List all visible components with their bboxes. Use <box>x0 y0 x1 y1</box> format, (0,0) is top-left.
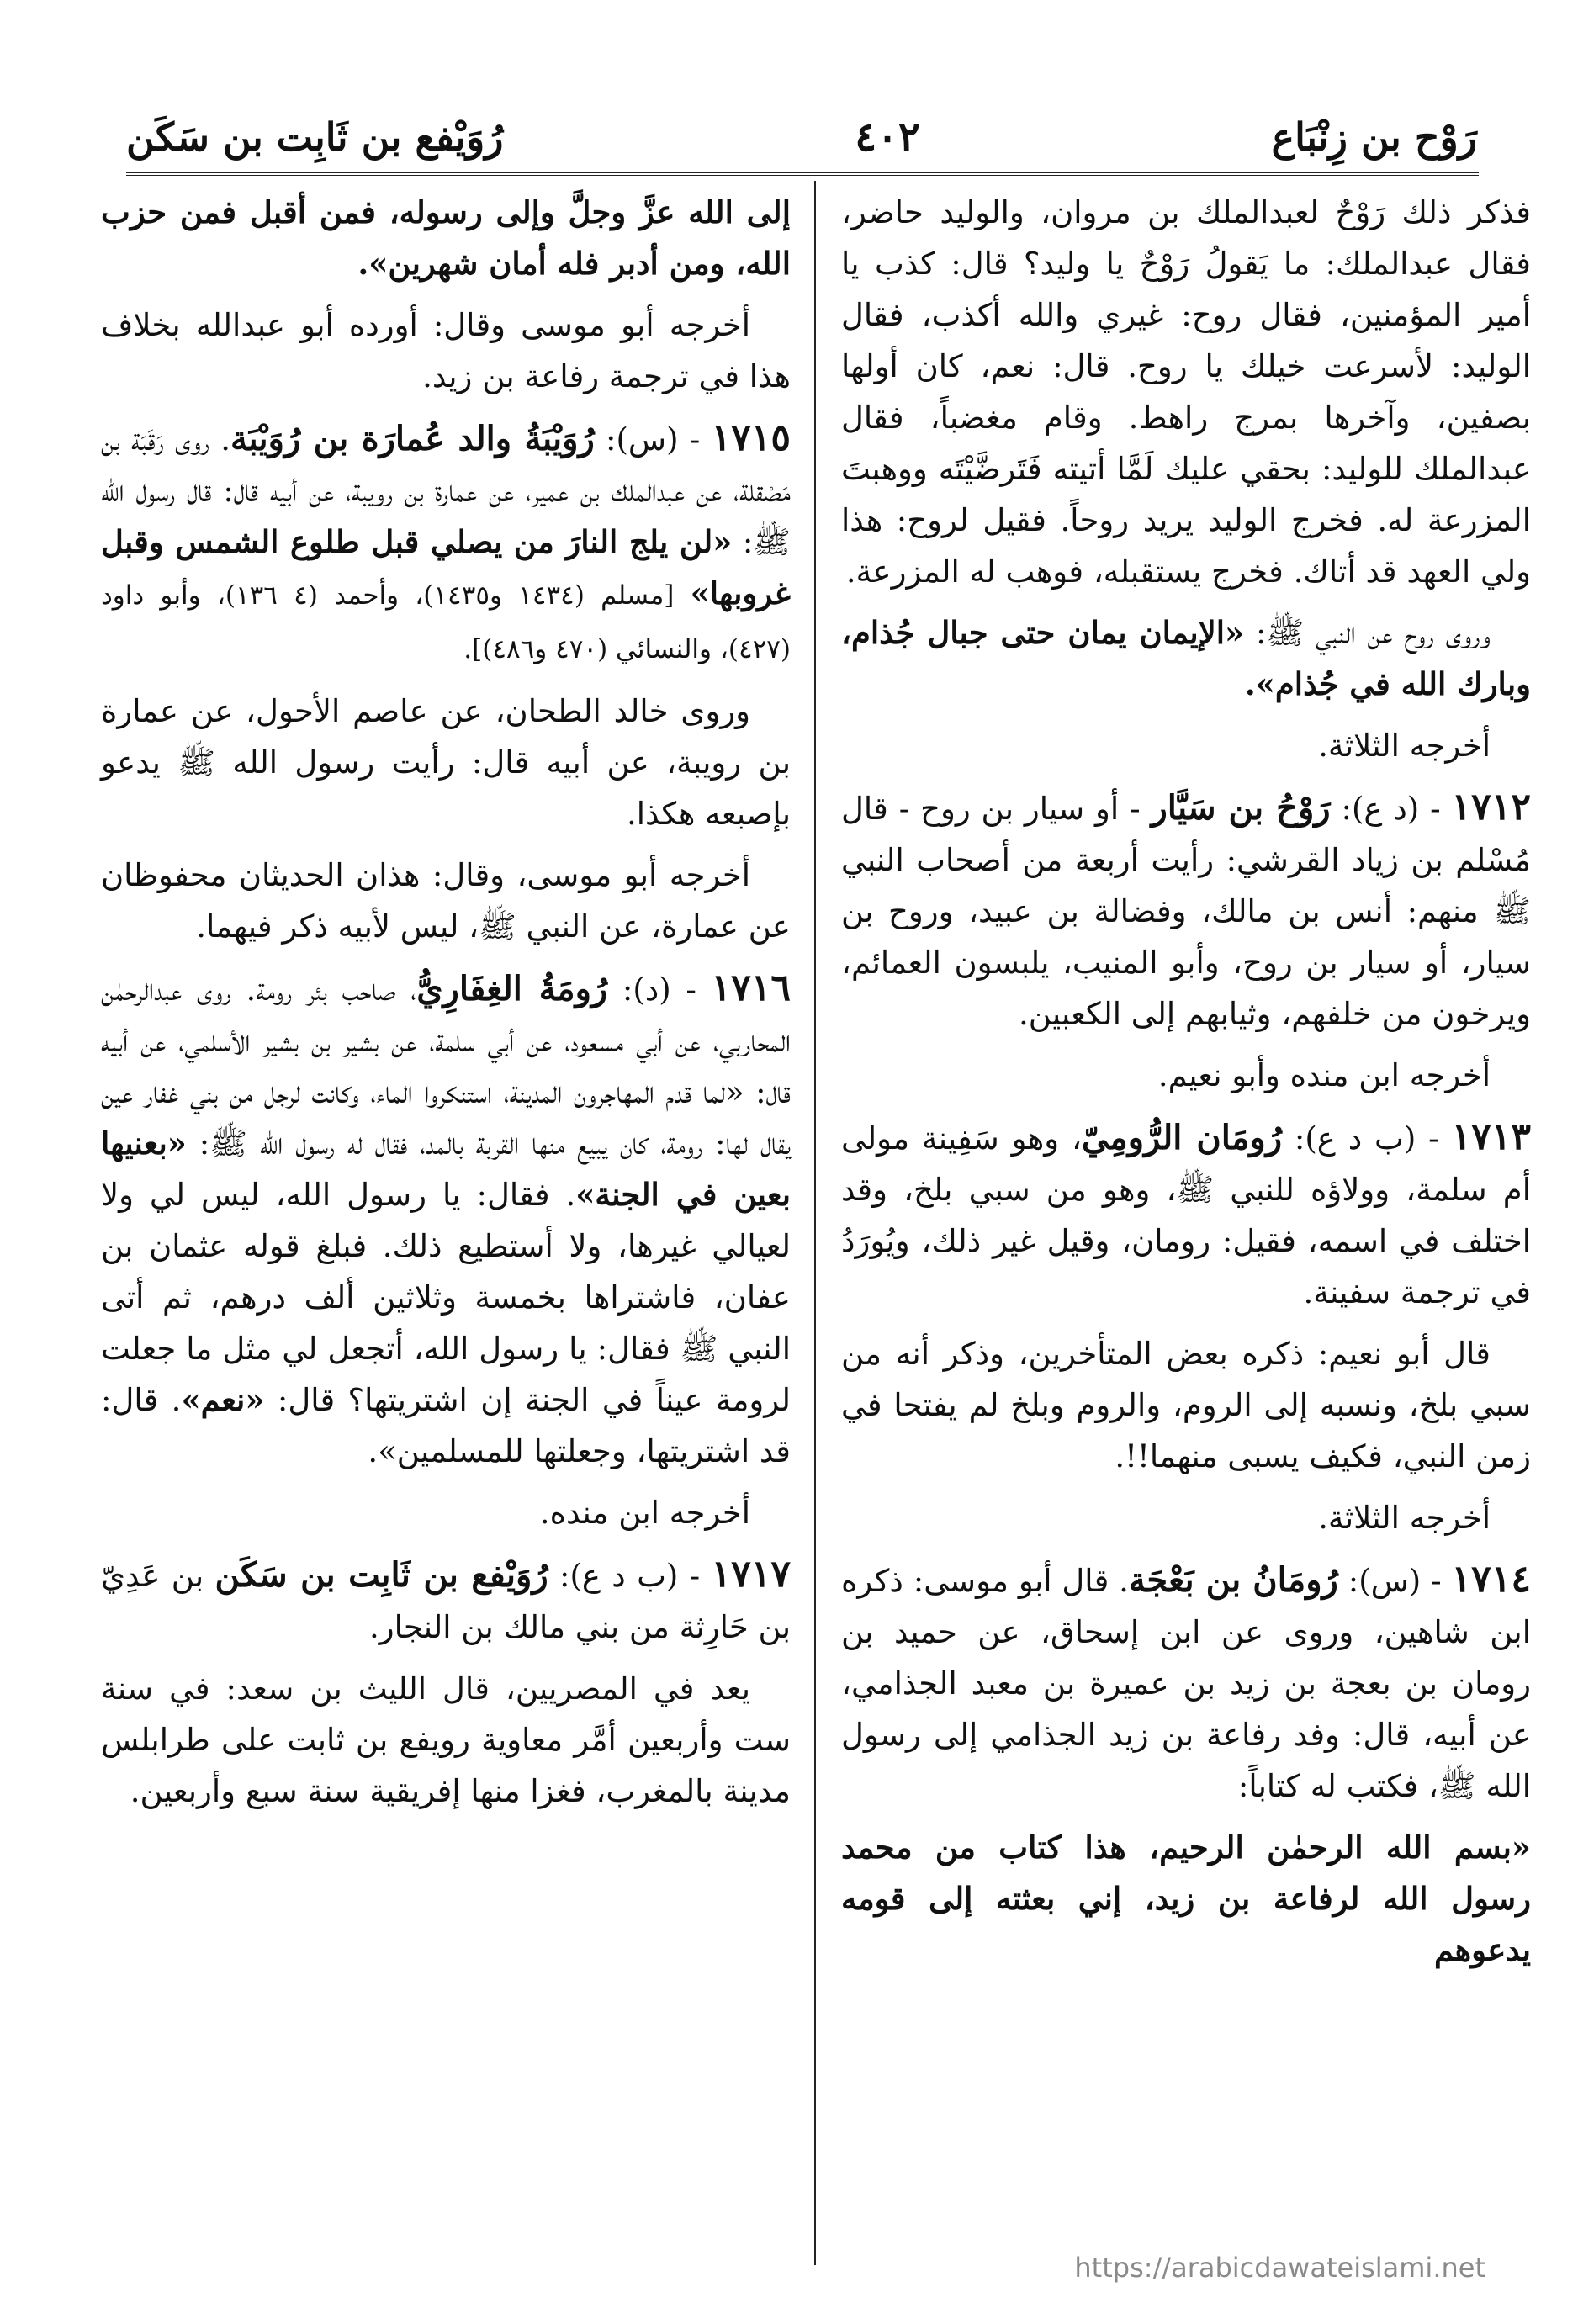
page-number: ٤٠٢ <box>855 114 920 161</box>
right-column <box>841 187 1531 1986</box>
entry-1714 <box>841 1554 1531 1812</box>
entry-number: ١٧١٣ <box>1451 1115 1532 1158</box>
entry-name: رَوْحُ بن سَيَّار <box>1151 788 1331 828</box>
paragraph: يعد في المصريين، قال الليث بن سعد: في سنة ست وأربعين أمَّر معاوية رويفع بن ثابت على طرابلس مدينة بالمغرب، فغزا منها إفريقية سنة سبع وأربعين. <box>101 1670 791 1809</box>
entry-number: ١٧١٥ <box>711 416 791 459</box>
paragraph: أخرجه أبو موسى، وقال: هذان الحديثان محفوظان عن عمارة، عن النبي ﷺ، ليس لأبيه ذكر فيهما. <box>101 857 791 945</box>
page-header <box>126 99 1477 175</box>
reference-citation: [مسلم (١٤٣٤ و١٤٣٥)، وأحمد (٤ ١٣٦)، وأبو داود (٤٢٧)، والنسائي (٤٧٠ و٤٨٦)]. <box>101 580 791 664</box>
entry-sigla: - (د): <box>607 971 712 1008</box>
paragraph: قال أبو نعيم: ذكره بعض المتأخرين، وذكر أنه من سبي بلخ، ونسبه إلى الروم، والروم وبلخ لم يفتحا في زمن النبي، فكيف يسبى منهما!!. <box>841 1336 1531 1474</box>
entry-sigla: - (ب د ع): <box>548 1558 712 1594</box>
entry-text: . قال أبو موسى: ذكره ابن شاهين، وروى عن ابن إسحاق، عن حميد بن رومان بن بعجة بن زيد بن عميرة بن معبد الجذامي، عن أبيه، قال: وفد رفاعة بن زيد الجذامي إلى رسول الله ﷺ، فكتب له كتاباً: <box>841 1563 1531 1804</box>
source-note: أخرجه الثلاثة. <box>1318 728 1491 764</box>
letter-quote: «بسم الله الرحمٰن الرحيم، هذا كتاب من محمد رسول الله لرفاعة بن زيد، إني بعثته إلى قومه يدعوهم <box>841 1829 1531 1968</box>
paragraph: وروى خالد الطحان، عن عاصم الأحول، عن عمارة بن رويبة، عن أبيه قال: رأيت رسول الله ﷺ يدعو بإصبعه هكذا. <box>101 693 792 832</box>
entry-sigla: - (د ع): <box>1330 791 1452 827</box>
letter-quote-continued: إلى الله عزَّ وجلَّ وإلى رسوله، فمن أقبل فمن حزب الله، ومن أدبر فله أمان شهرين». <box>101 193 791 282</box>
entry-sigla: - (ب د ع): <box>1282 1120 1452 1157</box>
entry-text: . روى رَقَبَة بن مَصْقلة، عن عبدالملك بن عمير، عن عمارة بن رويبة، عن أبيه قال: قال رسول الله ﷺ: <box>101 421 791 560</box>
hadith-quote: «لن يلج النارَ من يصلي قبل طلوع الشمس وقبل غروبها» <box>101 523 792 611</box>
left-column <box>101 187 791 1827</box>
hadith-quote: «الإيمان يمان حتى جبال جُذام، وبارك الله في جُذام». <box>841 614 1531 702</box>
source-note: أخرجه الثلاثة. <box>1318 1500 1491 1536</box>
running-title-left: رُوَيْفع بن ثَابِت بن سَكَن <box>126 114 504 160</box>
source-note: أخرجه ابن منده. <box>539 1495 750 1531</box>
paragraph <box>841 607 1531 710</box>
entry-1713 <box>841 1111 1531 1318</box>
column-divider <box>814 181 816 2265</box>
entry-number: ١٧١٤ <box>1451 1558 1531 1601</box>
header-rule <box>126 172 1479 176</box>
entry-1712 <box>841 781 1531 1040</box>
entry-name: رُوَيْفع بن ثَابِت بن سَكَن <box>214 1555 548 1595</box>
source-note: أخرجه أبو موسى وقال: أورده أبو عبدالله بخلاف هذا في ترجمة رفاعة بن زيد. <box>101 307 791 394</box>
paragraph: فذكر ذلك رَوْحٌ لعبدالملك بن مروان، والوليد حاضر، فقال عبدالملك: ما يَقولُ رَوْحٌ يا وليد؟ قال: كذب يا أمير المؤمنين، فقال روح: غيري والله أكذب، فقال الوليد: لأسرعت خيلك يا روح. قال: نعم، كان أولها بصفين، وآخرها بمرج راهط. وقام مغضباً، فقال عبدالملك للوليد: بحقي عليك لَمَّا أتيته فَتَرضَّيْتَه ووهبتَ المزرعة له. فخرج الوليد يريد روحاً. فقيل لروح: هذا ولي العهد قد أتاك. فخرج يستقبله، فوهب له المزرعة. <box>841 194 1531 590</box>
entry-text: - أو سيار بن روح - قال مُسْلم بن زياد القرشي: رأيت أربعة من أصحاب النبي ﷺ منهم: أنس بن مالك، وفضالة بن عبيد، وروح بن سيار، أو سيار بن روح، وأبو المنيب، يلبسون العمائم، ويرخون من خلفهم، وثيابهم إلى الكعبين. <box>841 791 1531 1032</box>
running-title-right: رَوْح بن زِنْبَاع <box>1271 114 1477 160</box>
hadith-quote: «بعنيها بعين في الجنة» <box>101 1125 791 1213</box>
entry-text: ، صاحب بئر رومة. روى عبدالرحمٰن المحاربي، عن أبي مسعود، عن أبي سلمة، عن بشير بن بشير الأسلمي، عن أبيه قال: «لما قدم المهاجرون المدينة، استنكروا الماء، وكانت لرجل من بني غفار عين يقال لها: رومة، كان يبيع منها القربة بالمد، فقال له رسول الله ﷺ: <box>101 971 791 1162</box>
entry-name: رُومَان الرُّومِيّ <box>1081 1118 1283 1157</box>
entry-name: رُومَانُ بن بَعْجَة <box>1128 1560 1338 1600</box>
entry-1716 <box>101 962 791 1477</box>
paragraph-text: وروى روح عن النبي ﷺ: <box>1244 615 1491 651</box>
hadith-quote: «نعم» <box>181 1381 265 1418</box>
entry-text: . قال: قد اشتريتها، وجعلتها للمسلمين». <box>101 1382 791 1469</box>
entry-1715 <box>101 412 791 675</box>
entry-text: بن عَدِيّ بن حَارِثة من بني مالك بن النجار. <box>101 1558 791 1645</box>
source-note: أخرجه ابن منده وأبو نعيم. <box>1157 1057 1491 1093</box>
entry-name: رُومَةُ الغِفَارِيُّ <box>416 969 608 1008</box>
entry-1717 <box>101 1548 791 1653</box>
entry-number: ١٧١٢ <box>1451 786 1532 828</box>
entry-sigla: - (س): <box>1337 1563 1452 1599</box>
entry-text: . فقال: يا رسول الله، ليس لي ولا لعيالي غيرها، ولا أستطيع ذلك. فبلغ قوله عثمان بن عفان، فاشتراها بخمسة وثلاثين ألف درهم، ثم أتى النبي ﷺ فقال: يا رسول الله، أتجعل لي مثل ما جعلت لرومة عيناً في الجنة إن اشتريتها؟ قال: <box>101 1177 791 1418</box>
watermark-url: https://arabicdawateislami.net <box>1074 2252 1485 2284</box>
entry-sigla: - (س): <box>594 421 712 458</box>
entry-text: ، وهو سَفِينة مولى أم سلمة، وولاؤه للنبي ﷺ، وهو من سبي بلخ، وقد اختلف في اسمه، فقيل: رومان، وقيل غير ذلك، ويُورَدُ في ترجمة سفينة. <box>841 1120 1531 1310</box>
entry-number: ١٧١٦ <box>711 966 791 1009</box>
entry-number: ١٧١٧ <box>711 1553 791 1596</box>
entry-name: رُوَيْبَةُ والد عُمارَة بن رُوَيْبَة <box>230 419 595 458</box>
